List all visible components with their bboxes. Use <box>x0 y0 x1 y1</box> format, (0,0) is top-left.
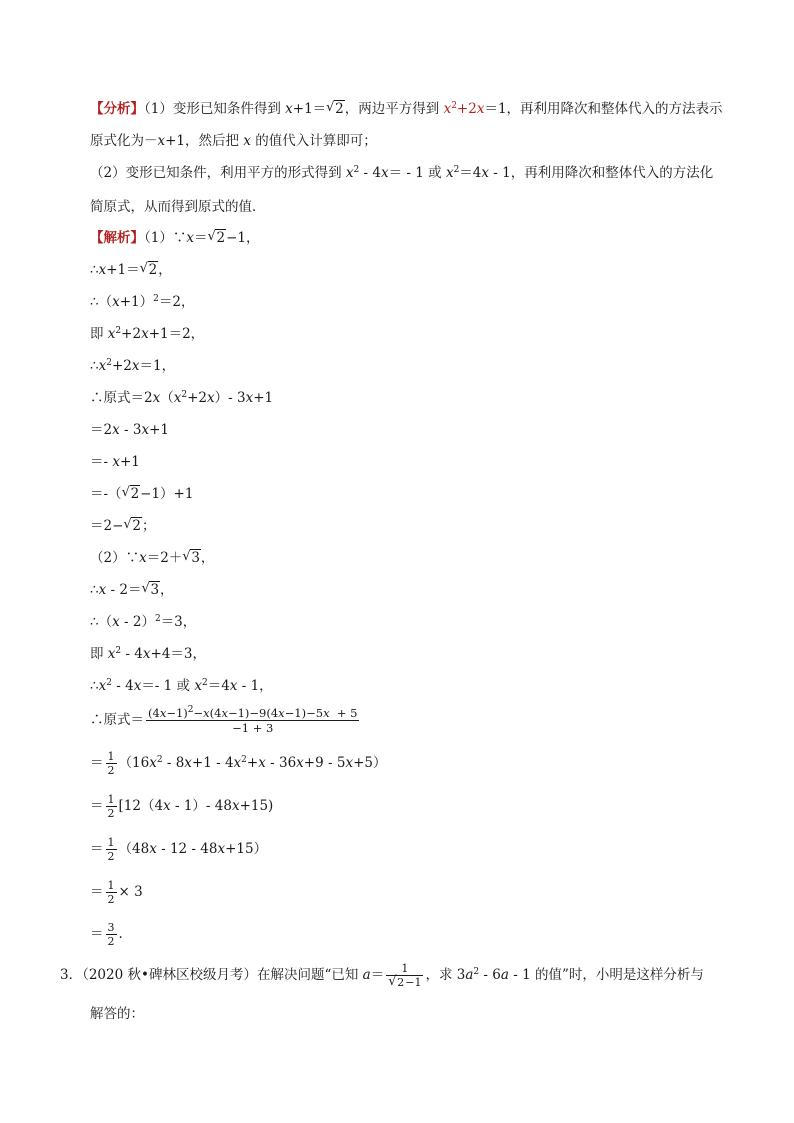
question-3-line-a: 3．（2020 秋•碑林区校级月考）在解决问题“已知 a＝ 1 √ 2−1 ，求 $3a^2 - 6a - 1$ 的值”时，小明是这样分析与 <box>60 962 704 989</box>
solution-line-2: ∴x+1＝√ 2， <box>90 260 172 280</box>
solution-line-9: ＝-（√ 2−1）+1 <box>90 484 193 504</box>
analysis-paragraph-1a: 【分析】（1）变形已知条件得到 x+1＝√ 2，两边平方得到 $x^2+2x=1$，再利用降次和整体代入的方法表示 <box>90 99 723 119</box>
solution-line-14: 即 $x^2 - 4x+4=3$， <box>90 646 207 662</box>
solution-line-5: $\therefore x^2+2x=1$， <box>90 358 176 374</box>
solution-line-8: ＝- x+1 <box>90 454 140 470</box>
solution-line-4: 即 $x^2+2x+1=2$， <box>90 326 205 342</box>
solution-line-3: $\therefore(x+1)^2=2$， <box>90 294 195 310</box>
analysis-paragraph-2b: 简原式，从而得到原式的值． <box>90 199 266 215</box>
solution-line-12: ∴x - 2＝√ 3， <box>90 580 174 600</box>
analysis-paragraph-1b: 原式化为－x+1，然后把 x 的值代入计算即可； <box>90 133 377 149</box>
question-source: （2020 秋•碑林区校级月考） <box>82 967 257 983</box>
question-3-line-b: 解答的： <box>90 1006 144 1022</box>
solution-line-6: ∴原式$=2x(x^2+2x)-$ 3x+1 <box>90 390 274 406</box>
solution-line-20: ＝ $\frac{1}{2}$ × 3 <box>90 879 143 906</box>
solution-line-13: ∴（x - 2）$^2$＝3， <box>90 614 197 630</box>
solution-line-17: ＝ $\frac{1}{2}$ $(16x^2 - 8x+1 - 4x^2+x - 36x+9 - 5x+5)$ <box>90 750 387 777</box>
solution-line-11: （2）∵x＝2＋√ 3， <box>90 548 214 568</box>
solution-line-21: ＝ $\frac{3}{2}$ . <box>90 921 123 948</box>
analysis-label: 【分析】 <box>90 101 144 117</box>
analysis-paragraph-2a: （2）变形已知条件，利用平方的形式得到 $x^2 - 4x= - 1$ 或 $x^2=4x - 1$，再利用降次和整体代入的方法化 <box>90 165 714 181</box>
solution-line-16: ∴原式＝ $\frac{(4x-1)^2-x(4x-1)-9(4x-1)-5x + 5}{-1 + 3}$ <box>90 705 358 735</box>
solution-line-18: ＝ $\frac{1}{2}$ [12（4x - 1）- 48x+15) <box>90 793 274 820</box>
solution-line-15: $\therefore x^2 - 4x=-$ 1 或 $x^2=4x - 1$， <box>90 678 273 694</box>
question-number: 3． <box>60 967 83 983</box>
solution-line-10: ＝2−√ 2； <box>90 516 156 536</box>
solution-line-7: ＝2x - 3x+1 <box>90 422 169 438</box>
solution-line-19: ＝ $\frac{1}{2}$ （48x - 12 - 48x+15） <box>90 836 268 863</box>
solution-label: 【解析】 <box>90 230 144 246</box>
solution-line-1: 【解析】（1）∵x＝√ 2−1， <box>90 228 259 248</box>
